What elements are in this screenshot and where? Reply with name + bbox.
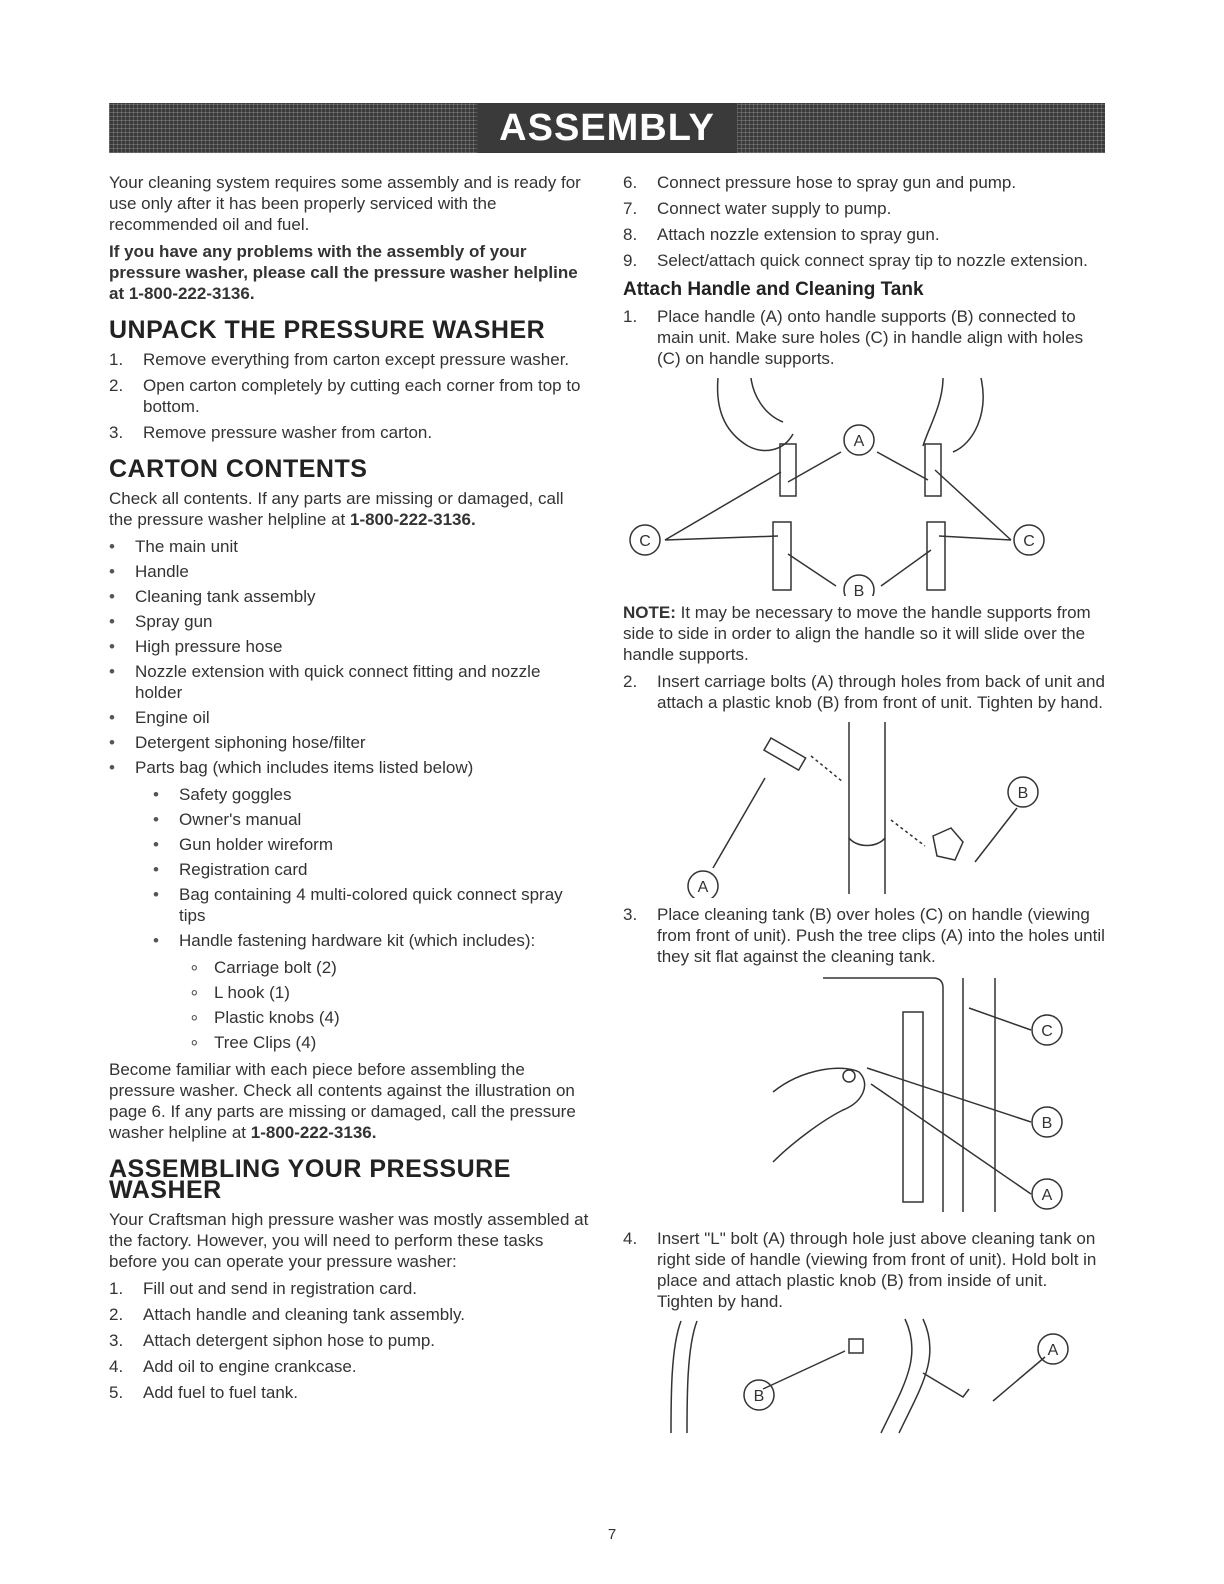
list-item: ∘ Tree Clips (4) [109,1032,589,1053]
parts-bag-list [109,784,589,951]
left-column [109,172,589,1408]
label-c: C [1041,1023,1053,1040]
handle-step-2 [623,671,1105,713]
list-item: • Safety goggles [109,784,589,805]
continued-steps [623,172,1105,271]
cleaning-tank-figure [623,972,1105,1222]
list-item: 6. Connect pressure hose to spray gun and pump. [623,173,1017,192]
list-item: • The main unit [109,536,589,557]
l-bolt-figure [623,1317,1105,1437]
handle-note: NOTE: It may be necessary to move the handle supports from side to side in order to align the handle so it will slide over the handle supports. [623,603,1091,664]
intro-text: Your cleaning system requires some assembly and is ready for use only after it has been properly serviced with the recommended oil and fuel. [109,173,581,234]
label-b: B [1017,785,1029,802]
label-a: A [1047,1342,1059,1359]
assembling-intro: Your Craftsman high pressure washer was mostly assembled at the factory. However, you will need to perform these tasks before you can operate your pressure washer: [109,1210,589,1271]
list-item: 3. Remove pressure washer from carton. [109,423,433,442]
list-item: 9. Select/attach quick connect spray tip to nozzle extension. [623,251,1088,270]
assembling-steps [109,1278,589,1403]
label-a: A [853,433,865,450]
list-item: 8. Attach nozzle extension to spray gun. [623,225,940,244]
banner-title: ASSEMBLY [477,103,737,153]
list-item: • Parts bag (which includes items listed below) [109,757,589,778]
list-item: ∘ Carriage bolt (2) [109,957,589,978]
list-item: • Gun holder wireform [109,834,589,855]
list-item: 1. Remove everything from carton except pressure washer. [109,350,570,369]
assembly-banner [109,103,1105,153]
list-item: 7. Connect water supply to pump. [623,199,892,218]
list-item: • Spray gun [109,611,589,632]
right-column [623,172,1105,1443]
label-c: C [639,533,651,550]
assembling-heading: ASSEMBLING YOUR PRESSURE WASHER [109,1155,511,1204]
list-item: 2. Attach handle and cleaning tank assembly. [109,1305,465,1324]
handle-step-4 [623,1228,1105,1312]
handle-supports-figure [623,374,1105,596]
label-a: A [1041,1187,1053,1204]
contents-list [109,536,589,778]
list-item: 3. Attach detergent siphon hose to pump. [109,1331,436,1350]
list-item: • Engine oil [109,707,589,728]
page-number: 7 [607,1526,617,1543]
list-item: • Nozzle extension with quick connect fitting and nozzle holder [109,661,589,703]
list-item: 1. Place handle (A) onto handle supports (B) connected to main unit. Make sure holes (C) in handle align with holes (C) on handle supports. [623,307,1084,368]
contents-intro: Check all contents. If any parts are missing or damaged, call the pressure washer helpline at 1-800-222-3136. [109,489,564,529]
list-item: 3. Place cleaning tank (B) over holes (C) on handle (viewing from front of unit). Push the tree clips (A) into the holes until they sit flat against the cleaning tank. [623,905,1105,966]
list-item: ∘ L hook (1) [109,982,589,1003]
carriage-bolt-figure [623,718,1105,898]
helpline-note: If you have any problems with the assembly of your pressure washer, please call the pressure washer helpline at 1-800-222-3136. [109,242,578,303]
list-item: • Handle [109,561,589,582]
list-item: 2. Insert carriage bolts (A) through holes from back of unit and attach a plastic knob (B) from front of unit. Tighten by hand. [623,672,1105,712]
attach-handle-heading: Attach Handle and Cleaning Tank [623,279,924,300]
handle-step-1 [623,306,1105,369]
list-item: • High pressure hose [109,636,589,657]
label-a: A [697,879,709,896]
list-item: • Cleaning tank assembly [109,586,589,607]
list-item: • Bag containing 4 multi-colored quick connect spray tips [109,884,589,926]
list-item: 4. Add oil to engine crankcase. [109,1357,357,1376]
list-item: 1. Fill out and send in registration card. [109,1279,418,1298]
carton-contents-heading: CARTON CONTENTS [109,455,368,483]
list-item: • Registration card [109,859,589,880]
label-c: C [1023,533,1035,550]
hardware-list [109,957,589,1053]
label-b: B [753,1388,765,1405]
handle-step-3 [623,904,1105,967]
contents-closing: Become familiar with each piece before assembling the pressure washer. Check all contents against the illustration on page 6. If any parts are missing or damaged, call the pressure washer helpline at 1-800-222-3136. [109,1060,576,1142]
list-item: • Owner's manual [109,809,589,830]
unpack-heading: UNPACK THE PRESSURE WASHER [109,316,546,344]
list-item: 4. Insert "L" bolt (A) through hole just above cleaning tank on right side of handle (viewing from front of unit). Hold bolt in place and attach plastic knob (B) from inside of unit. Tighten by hand. [623,1229,1097,1311]
unpack-steps [109,349,589,443]
list-item: 5. Add fuel to fuel tank. [109,1383,298,1402]
list-item: ∘ Plastic knobs (4) [109,1007,589,1028]
list-item: • Detergent siphoning hose/filter [109,732,589,753]
label-b: B [1041,1115,1053,1132]
label-b: B [853,583,865,596]
list-item: 2. Open carton completely by cutting each corner from top to bottom. [109,376,581,416]
list-item: • Handle fastening hardware kit (which includes): [109,930,589,951]
